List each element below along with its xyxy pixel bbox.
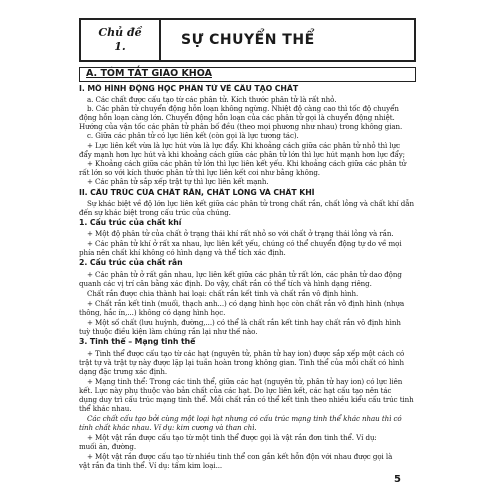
text-line: + Một độ phân tử của chất ở trạng thái khí rất nhỏ so với chất ở trạng thái lỏng và rắn. [87,229,394,238]
text-line: rất lớn so với kích thước phân tử thì lực liên kết coi như bằng không. [79,168,320,177]
text-line: Các chất cấu tạo bởi cùng một loại hạt nhưng có cấu trúc mạng tinh thể khác nhau thì có [87,414,402,423]
text-line: + Các phân tử ở rất gần nhau, lực liên kết giữa các phân tử rất lớn, các phân tử dao động [87,270,402,279]
text-line: + Một số chất (lưu huỳnh, đường,...) có thể là chất rắn kết tinh hay chất rắn vô định hình [87,318,401,327]
text-line: + Các phân tử sắp xếp trật tự thì lực liên kết mạnh. [87,177,269,186]
chapter-header [79,18,416,62]
text-line: muối ăn, đường. [79,442,137,451]
text-line: quanh các vị trí cân bằng xác định. Do vậy, chất rắn có thể tích và hình dạng riêng. [79,279,372,288]
text-line: + Tinh thể được cấu tạo từ các hạt (nguyên tử, phân tử hay ion) được sắp xếp một cách có [87,349,405,358]
text-line: + Lực liên kết vừa là lực hút vừa là lực đẩy. Khi khoảng cách giữa các phân tử nhỏ thì lực [87,141,400,150]
text-line: Sự khác biệt về độ lớn lực liên kết giữa các phân tử trong chất rắn, chất lỏng và chất khí dẫn [87,199,414,208]
subheading-crystal: 3. Tinh thể – Mạng tinh thể [79,337,196,346]
heading-1: I. MÔ HÌNH ĐỘNG HỌC PHÂN TỬ VỀ CẤU TẠO CHẤT [79,84,299,93]
text-line: tuỳ thuộc điều kiện làm chúng rắn lại như thế nào. [79,327,258,336]
text-line: + Một vật rắn được cấu tạo từ nhiều tinh thể con gắn kết hỗn độn với nhau được gọi là [87,452,393,461]
heading-2: II. CẤU TRÚC CỦA CHẤT RẮN, CHẤT LỎNG VÀ CHẤT KHÍ [79,188,315,197]
text-line: dạng đặc trưng xác định. [79,367,168,376]
text-line: phía nên chất khí không có hình dạng và thể tích xác định. [79,248,286,257]
subheading-gas: 1. Cấu trúc của chất khí [79,218,182,227]
topic-label: Chủ đề [98,26,142,39]
subheading-solid: 2. Cấu trúc của chất rắn [79,258,183,267]
section-a-title: A. TÓM TẮT GIÁO KHOA [79,67,416,82]
text-line: + Mạng tinh thể: Trong các tinh thể, giữa các hạt (nguyên tử, phân tử hay ion) có lực liên [87,377,403,386]
text-line: + Khoảng cách giữa các phân tử lớn thì lực liên kết yếu. Khi khoảng cách giữa các phân tử [87,159,407,168]
text-line: đến sự khác biệt trong cấu trúc của chúng. [79,208,231,217]
text-line: tính chất khác nhau. Ví dụ: kim cương và than chì. [79,423,257,432]
topic-number: 1. [114,40,126,53]
text-line: thể khác nhau. [79,404,132,413]
text-line: c. Giữa các phân tử có lực liên kết (còn gọi là lực tương tác). [87,131,299,140]
text-line: a. Các chất được cấu tạo từ các phân tử. Kích thước phân tử là rất nhỏ. [87,95,337,104]
text-line: động hỗn loạn càng lớn. Chuyển động hỗn loạn của các phân tử gọi là chuyển động nhiệt. [79,113,395,122]
text-line: b. Các phân tử chuyển động hỗn loạn không ngừng. Nhiệt độ càng cao thì tốc độ chuyển [87,104,399,113]
text-line: thông, hắc ín,...) không có dạng hình học. [79,308,226,317]
text-line: + Một vật rắn được cấu tạo từ một tinh thể được gọi là vật rắn đơn tinh thể. Ví dụ: [87,433,377,442]
text-line: + Chất rắn kết tinh (muối, thạch anh...) có dạng hình học còn chất rắn vô định hình (nhựa [87,299,405,308]
chapter-title: SỰ CHUYỂN THỂ [181,32,315,48]
topic-cell [81,20,161,60]
text-line: dụng duy trì cấu trúc mạng tinh thể. Mỗi chất rắn có thể kết tinh theo nhiều kiểu cấu trúc tinh [79,395,414,404]
text-line: Chất rắn được chia thành hai loại: chất rắn kết tinh và chất rắn vô định hình. [87,289,359,298]
text-line: vật rắn đa tinh thể. Ví dụ: tấm kim loại... [79,461,223,470]
text-line: + Các phân tử khí ở rất xa nhau, lực liên kết yếu, chúng có thể chuyển động tự do về mọi [87,239,402,248]
text-line: kết. Lực này phụ thuộc vào bản chất của các hạt. Do lực liên kết, các hạt cấu tạo nên tác [79,386,392,395]
text-line: đẩy mạnh hơn lực hút và khi khoảng cách giữa các phân tử lớn thì lực hút mạnh hơn lực đẩy; [79,150,405,159]
page-number: 5 [394,474,401,485]
text-line: Hướng của vận tốc các phân tử phân bố đều (theo mọi phương như nhau) trong không gian. [79,122,403,131]
text-line: trật tự và trật tự này được lặp lại tuần hoàn trong không gian. Tinh thể của mỗi chất có hình [79,358,405,367]
